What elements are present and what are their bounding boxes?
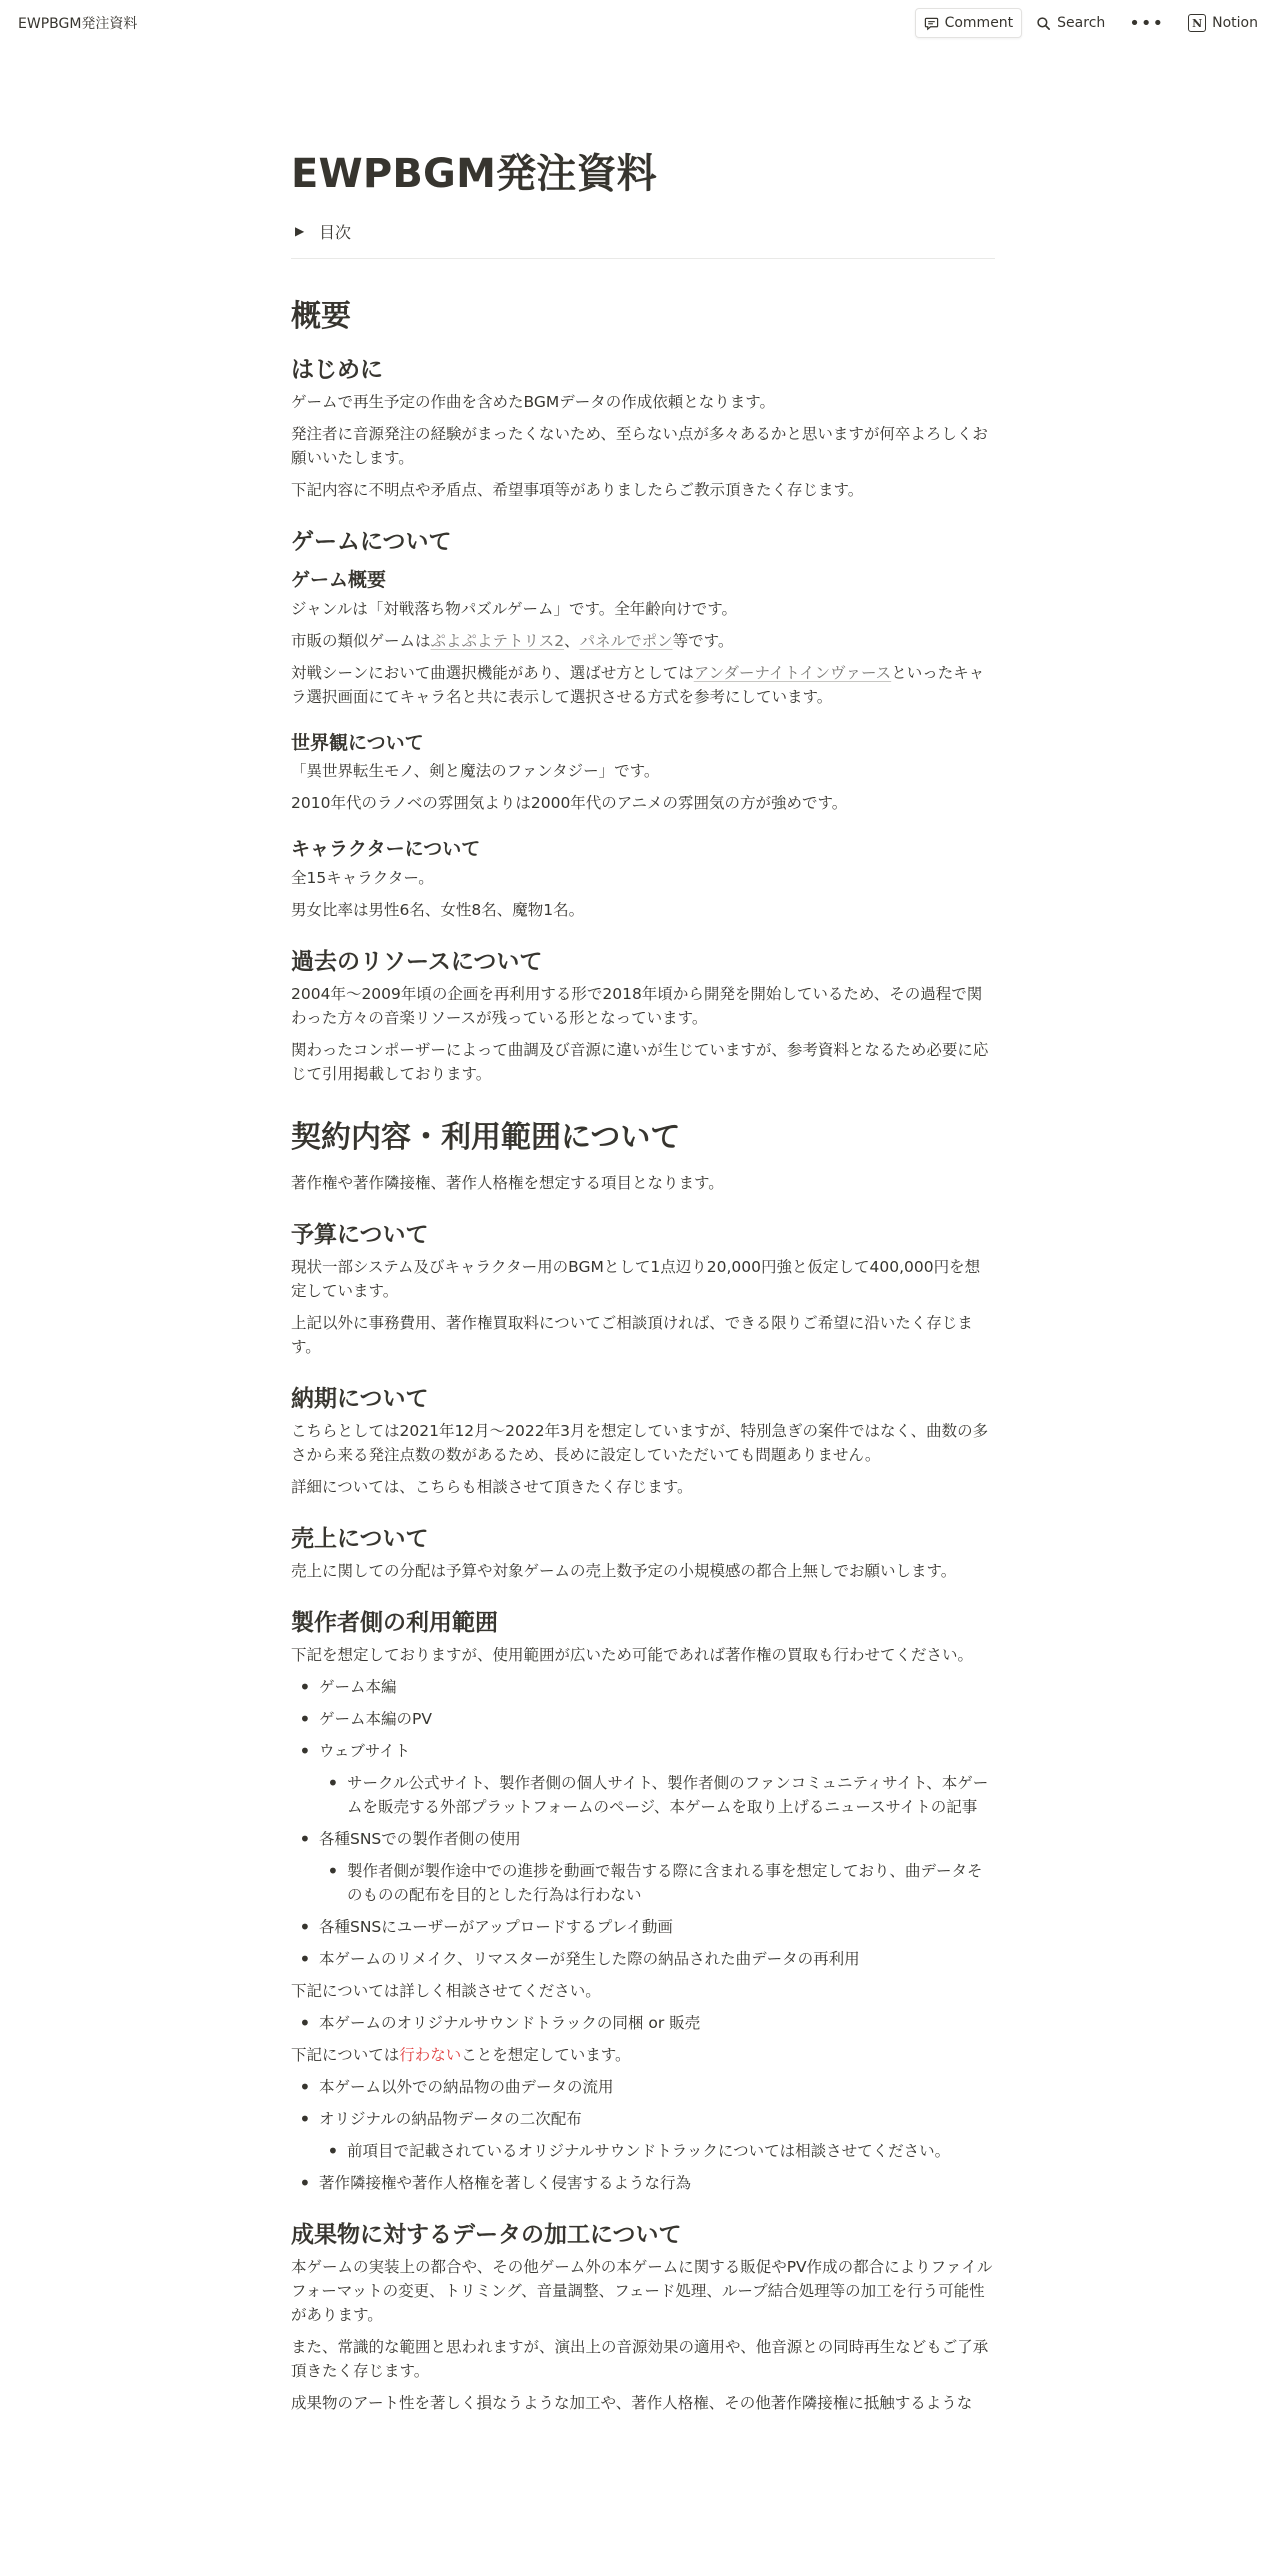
heading-world: 世界観について	[291, 731, 424, 754]
search-label: Search	[1057, 15, 1106, 31]
list-item	[291, 1739, 995, 1819]
search-icon	[1036, 16, 1051, 31]
text: 等です。	[672, 631, 734, 650]
red-text: 行わない	[399, 2045, 462, 2064]
paragraph: 下記内容に不明点や矛盾点、希望事項等がありましたらご教示頂きたく存じます。	[291, 480, 864, 499]
list-item-text: 本ゲームのリメイク、リマスターが発生した際の納品された曲データの再利用	[319, 1949, 860, 1968]
paragraph	[291, 661, 995, 709]
list-item	[291, 2107, 995, 2163]
paragraph: 「異世界転生モノ、剣と魔法のファンタジー」です。	[291, 762, 660, 781]
list-item	[291, 1915, 995, 1939]
paragraph: ジャンルは「対戦落ち物パズルゲーム」です。全年齢向けです。	[291, 599, 738, 618]
paragraph	[291, 629, 995, 653]
notion-logo-icon: N	[1188, 14, 1206, 32]
heading-usage: 製作者側の利用範囲	[291, 1609, 498, 1636]
paragraph: 現状一部システム及びキャラクター用のBGMとして1点辺り20,000円強と仮定して400,000円を想定しています。	[291, 1257, 981, 1300]
heading-budget: 予算について	[291, 1222, 429, 1248]
list-item-text: 製作者側が製作途中での進捗を動画で報告する際に含まれる事を想定しており、曲データそのものの配布を目的とした行為は行わない	[347, 1861, 983, 1904]
list-item-text: 本ゲームのオリジナルサウンドトラックの同梱 or 販売	[319, 2013, 701, 2032]
triangle-right-icon: ▶	[295, 224, 305, 238]
paragraph: 下記については詳しく相談させてください。	[291, 1981, 601, 2000]
paragraph: 2004年～2009年頃の企画を再利用する形で2018年頃から開発を開始しているため、その過程で関わった方々の音楽リソースが残っている形となっています。	[291, 984, 983, 1027]
paragraph: 著作権や著作隣接権、著作人格権を想定する項目となります。	[291, 1173, 724, 1192]
paragraph: 下記を想定しておりますが、使用範囲が広いため可能であれば著作権の買取も行わせてください。	[291, 1645, 974, 1664]
bullet-list	[291, 2011, 995, 2035]
list-item-text: ウェブサイト	[319, 1741, 411, 1760]
paragraph: 男女比率は男性6名、女性8名、魔物1名。	[291, 901, 585, 920]
heading-game: ゲームについて	[291, 528, 452, 555]
heading-sales: 売上について	[291, 1525, 429, 1552]
heading-contract: 契約内容・利用範囲について	[291, 1119, 681, 1155]
heading-intro: はじめに	[291, 357, 383, 383]
text: 、	[564, 631, 580, 650]
text: 対戦シーンにおいて曲選択機能があり、選ばせ方としては	[291, 663, 694, 682]
more-icon: •••	[1129, 12, 1165, 34]
toc-label: 目次	[319, 222, 352, 242]
list-item-text: オリジナルの納品物データの二次配布	[319, 2109, 582, 2128]
text: といったキャラ選択画面にてキャラ名と共に表示して選択させる方式を参考にしています。	[291, 663, 985, 706]
paragraph: また、常識的な範囲と思われますが、演出上の音源効果の適用や、他音源との同時再生などもご了承頂きたく存じます。	[291, 2337, 989, 2380]
heading-overview: 概要	[291, 299, 351, 334]
topbar-actions	[915, 8, 1266, 38]
search-button[interactable]	[1028, 8, 1113, 38]
comment-label: Comment	[944, 15, 1014, 31]
divider	[291, 258, 995, 259]
paragraph: 2010年代のラノベの雰囲気よりは2000年代のアニメの雰囲気の方が強めです。	[291, 794, 848, 813]
site-title[interactable]: EWPBGM発注資料	[18, 16, 138, 32]
list-item-text: 著作隣接権や著作人格権を著しく侵害するような行為	[319, 2173, 692, 2192]
bullet-list	[291, 1675, 995, 1971]
paragraph: ゲームで再生予定の作曲を含めたBGMデータの作成依頼となります。	[291, 392, 776, 411]
list-item-text: 本ゲーム以外での納品物の曲データの流用	[319, 2077, 614, 2096]
list-item	[291, 1707, 995, 1731]
text: 市販の類似ゲームは	[291, 631, 431, 650]
paragraph: 上記以外に事務費用、著作権買取料についてご相談頂ければ、できる限りご希望に沿いたく存じます。	[291, 1313, 973, 1356]
comment-icon	[924, 16, 939, 31]
heading-processing: 成果物に対するデータの加工について	[291, 2221, 682, 2248]
paragraph: 本ゲームの実装上の都合や、その他ゲーム外の本ゲームに関する販促やPV作成の都合によりファイルフォーマットの変更、トリミング、音量調整、フェード処理、ループ結合処理等の加工を行う可能性があります。	[291, 2257, 993, 2324]
paragraph: 売上に関しての分配は予算や対象ゲームの売上数予定の小規模感の都合上無しでお願いします。	[291, 1561, 957, 1580]
text: ことを想定しています。	[461, 2045, 631, 2064]
comment-button[interactable]	[915, 8, 1023, 38]
paragraph: こちらとしては2021年12月～2022年3月を想定していますが、特別急ぎの案件ではなく、曲数の多さから来る発注点数の数があるため、長めに設定していただいても問題ありません。	[291, 1421, 989, 1464]
paragraph: 成果物のアート性を著しく損なうような加工や、著作人格権、その他著作隣接権に抵触するような	[291, 2393, 973, 2412]
heading-past-resources: 過去のリソースについて	[291, 949, 543, 976]
page-title: EWPBGM発注資料	[291, 151, 657, 197]
top-bar	[0, 0, 1284, 46]
list-item-text: 前項目で記載されているオリジナルサウンドトラックについては相談させてください。	[347, 2141, 951, 2160]
list-item-text: 各種SNSでの製作者側の使用	[319, 1829, 521, 1848]
list-item	[291, 1675, 995, 1699]
list-item	[291, 2075, 995, 2099]
toc-toggle[interactable]	[291, 218, 995, 244]
paragraph: 全15キャラクター。	[291, 869, 434, 887]
page-content	[291, 150, 995, 2423]
heading-characters: キャラクターについて	[291, 838, 481, 861]
more-options-button[interactable]	[1119, 8, 1174, 38]
list-item	[291, 2171, 995, 2195]
link-puyo-tetris[interactable]: ぷよぷよテトリス2	[430, 631, 565, 650]
list-item-text: ゲーム本編	[319, 1677, 397, 1696]
list-item	[291, 2011, 995, 2035]
paragraph: 詳細については、こちらも相談させて頂きたく存じます。	[291, 1477, 693, 1496]
heading-deadline: 納期について	[291, 1385, 429, 1412]
link-under-night[interactable]: アンダーナイトインヴァース	[693, 663, 892, 682]
bullet-list	[291, 2075, 995, 2195]
list-item	[291, 1827, 995, 1907]
list-item-text: ゲーム本編のPV	[319, 1709, 432, 1728]
list-item	[319, 1771, 995, 1819]
paragraph: 関わったコンポーザーによって曲調及び音源に違いが生じていますが、参考資料となるため必要に応じて引用掲載しております。	[291, 1040, 989, 1083]
text: 下記については	[291, 2045, 400, 2064]
nested-bullet-list	[319, 1771, 995, 1819]
list-item-text: サークル公式サイト、製作者側の個人サイト、製作者側のファンコミュニティサイト、本ゲームを販売する外部プラットフォームのページ、本ゲームを取り上げるニュースサイトの記事	[347, 1773, 989, 1816]
notion-button[interactable]	[1180, 8, 1266, 38]
list-item	[319, 1859, 995, 1907]
link-panel-de-pon[interactable]: パネルでポン	[579, 631, 673, 650]
list-item	[291, 1947, 995, 1971]
list-item-text: 各種SNSにユーザーがアップロードするプレイ動画	[319, 1917, 673, 1936]
paragraph	[291, 2043, 995, 2067]
list-item	[319, 2139, 995, 2163]
nested-bullet-list	[319, 1859, 995, 1907]
heading-game-summary: ゲーム概要	[291, 568, 387, 591]
paragraph: 発注者に音源発注の経験がまったくないため、至らない点が多々あるかと思いますが何卒よろしくお願いいたします。	[291, 424, 988, 467]
nested-bullet-list	[319, 2139, 995, 2163]
notion-label: Notion	[1212, 15, 1258, 31]
